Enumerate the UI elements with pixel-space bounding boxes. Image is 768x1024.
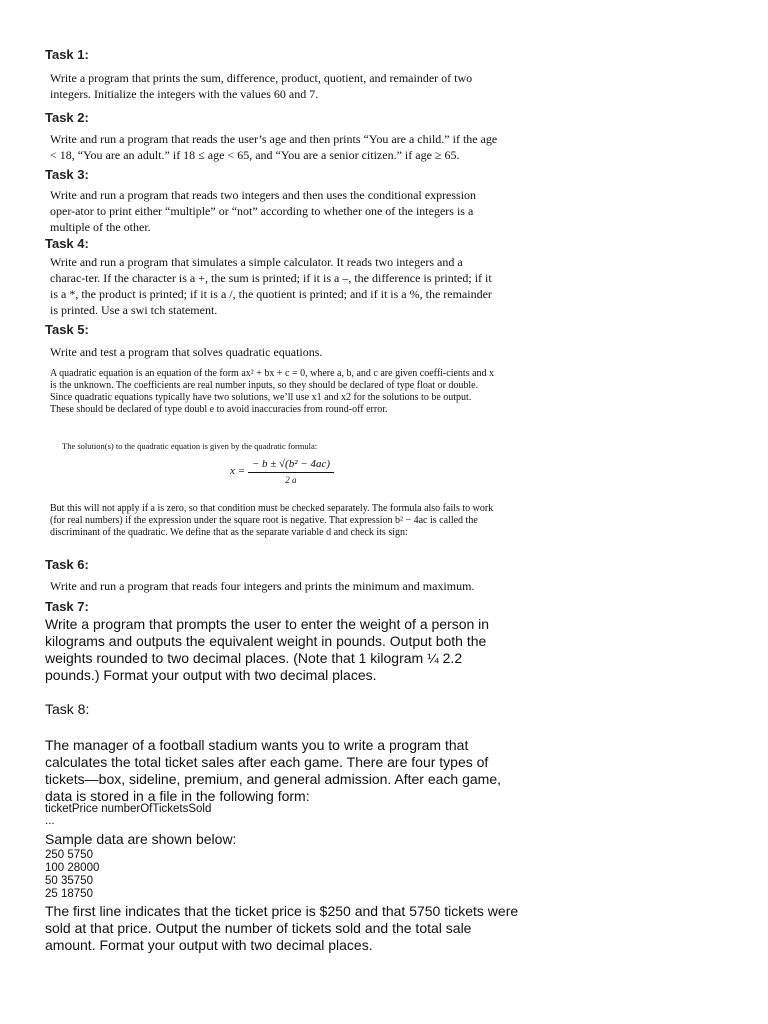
task-8-sample-intro: Sample data are shown below: (45, 831, 237, 847)
task-2-text: Write and run a program that reads the user’s age and then prints “You are a child.” if the age < 18, “You are an adult.” if 18 ≤ age < 65, and “You are a senior citizen.” if age ≥ 65. (50, 132, 498, 162)
sample-row: 250 5750 (45, 849, 93, 861)
quadratic-formula (230, 458, 334, 485)
task-5-paragraph-1: A quadratic equation is an equation of the form ax² + bx + c = 0, where a, b, and c are given coeffi-cients and x is the unknown. The coefficients are real number inputs, so they should be declared of type float or double. Since quadratic equations typically have two solutions, we’ll use x1 and x2 for the solutions to be output. These should be declared of type doubl e to avoid inaccuracies from round-off error. (50, 368, 495, 415)
task-5-paragraph-3: But this will not apply if a is zero, so that condition must be checked separately. The formula also fails to work (for real numbers) if the expression under the square root is negative. That expression b² − 4ac is called the discriminant of the quadratic. We define that as the separate variable d and check its sign: (50, 503, 494, 538)
task-8-text: The manager of a football stadium wants you to write a program that calculates the total ticket sales after each game. There are four types of tickets—box, sideline, premium, and general admission. After each game, data is stored in a file in the following form: (45, 737, 502, 804)
sample-row: 25 18750 (45, 888, 93, 900)
task-2-heading: Task 2: (45, 110, 89, 125)
formula-lhs: x = (230, 465, 246, 478)
task-5-paragraph-2: The solution(s) to the quadratic equation is given by the quadratic formula: (62, 441, 318, 451)
task-7-heading: Task 7: (45, 599, 89, 614)
task-5-text: Write and test a program that solves quadratic equations. (50, 345, 323, 359)
task-5-heading: Task 5: (45, 322, 89, 337)
sample-row: 50 35750 (45, 875, 93, 887)
task-4-heading: Task 4: (45, 236, 89, 251)
task-6-text: Write and run a program that reads four integers and prints the minimum and maximum. (50, 579, 475, 593)
task-8-form: ticketPrice numberOfTicketsSold (45, 803, 212, 815)
task-1-heading: Task 1: (45, 47, 89, 62)
task-3-heading: Task 3: (45, 167, 89, 182)
task-1-text: Write a program that prints the sum, difference, product, quotient, and remainder of two integers. Initialize the integers with the values 60 and 7. (50, 71, 473, 101)
sample-row: 100 28000 (45, 862, 100, 874)
task-8-ellipsis: ... (45, 815, 55, 827)
formula-denominator: 2 a (285, 475, 297, 485)
task-8-closing: The first line indicates that the ticket price is $250 and that 5750 tickets were sold at that price. Output the number of tickets sold and the total sale amount. Format your output with two decimal places. (45, 903, 519, 953)
formula-numerator: − b ± √(b² − 4ac) (248, 458, 334, 473)
task-6-heading: Task 6: (45, 557, 89, 572)
task-7-text: Write a program that prompts the user to enter the weight of a person in kilograms and outputs the equivalent weight in pounds. Output both the weights rounded to two decimal places. (Note that 1 kilogram ¼ 2.2 pounds.) Format your output with two decimal places. (45, 616, 490, 683)
task-4-text: Write and run a program that simulates a simple calculator. It reads two integers and a charac-ter. If the character is a +, the sum is printed; if it is a –, the difference is printed; if it is a *, the product is printed; if it is a /, the quotient is printed; and if it is a %, the remainder is printed. Use a swi tch statement. (50, 255, 492, 317)
task-3-text: Write and run a program that reads two integers and then uses the conditional expression oper-ator to print either “multiple” or “not” according to whether one of the integers is a multiple of the other. (50, 188, 477, 234)
formula-fraction (248, 458, 334, 485)
task-8-heading: Task 8: (45, 701, 90, 717)
